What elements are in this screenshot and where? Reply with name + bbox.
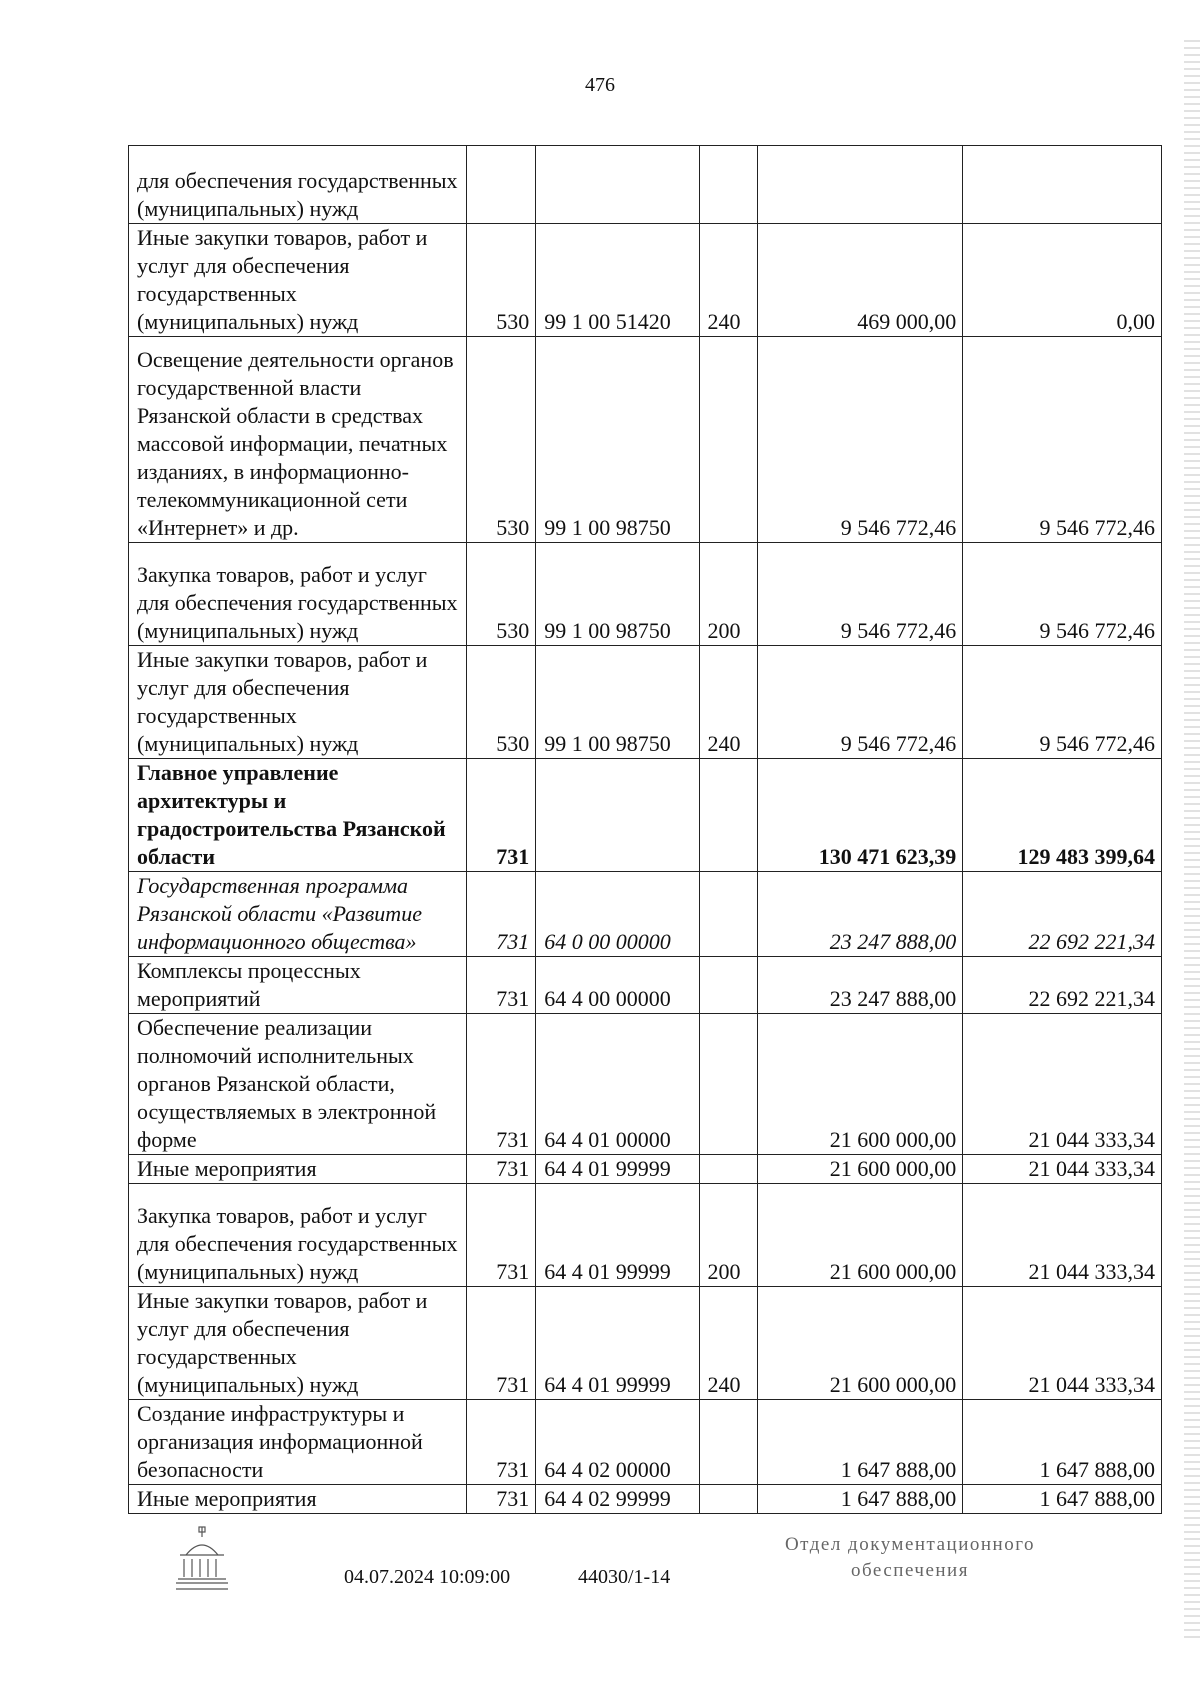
row-amount1-cell: 9 546 772,46 [758, 543, 963, 646]
row-code-cell: 99 1 00 98750 [536, 337, 699, 543]
row-type-cell [699, 1155, 757, 1184]
department-stamp [770, 1532, 1050, 1584]
row-amount2-cell: 9 546 772,46 [963, 646, 1162, 759]
row-dept-cell: 731 [466, 1400, 536, 1485]
table-row [129, 1287, 1162, 1400]
row-amount1-cell: 21 600 000,00 [758, 1014, 963, 1155]
row-dept-cell [466, 146, 536, 224]
row-amount2-cell [963, 146, 1162, 224]
row-code-cell: 64 0 00 00000 [536, 872, 699, 957]
row-name-cell: Освещение деятельности органов государственной власти Рязанской области в средствах массовой информации, печатных изданиях, в информационно-телекоммуникационной сети «Интернет» и др. [129, 337, 467, 543]
row-amount1-cell: 9 546 772,46 [758, 646, 963, 759]
row-type-cell [699, 1400, 757, 1485]
table-row [129, 759, 1162, 872]
row-amount2-cell: 1 647 888,00 [963, 1485, 1162, 1514]
footer-doc-number: 44030/1-14 [578, 1566, 671, 1588]
row-code-cell: 64 4 01 00000 [536, 1014, 699, 1155]
row-dept-cell: 731 [466, 1155, 536, 1184]
row-amount2-cell: 21 044 333,34 [963, 1014, 1162, 1155]
table-row [129, 337, 1162, 543]
table-row [129, 957, 1162, 1014]
row-amount1-cell: 23 247 888,00 [758, 872, 963, 957]
scan-edge-artifact [1184, 40, 1200, 1640]
row-type-cell [699, 1485, 757, 1514]
table-row [129, 1485, 1162, 1514]
table-row [129, 543, 1162, 646]
row-type-cell [699, 759, 757, 872]
row-type-cell [699, 872, 757, 957]
row-amount2-cell: 21 044 333,34 [963, 1155, 1162, 1184]
row-amount2-cell: 9 546 772,46 [963, 337, 1162, 543]
row-amount1-cell: 1 647 888,00 [758, 1485, 963, 1514]
row-type-cell [699, 1014, 757, 1155]
footer-datetime: 04.07.2024 10:09:00 [344, 1566, 511, 1588]
row-dept-cell: 731 [466, 1485, 536, 1514]
row-name-cell: для обеспечения государственных (муниципальных) нужд [129, 146, 467, 224]
row-name-cell: Иные закупки товаров, работ и услуг для обеспечения государственных (муниципальных) нужд [129, 1287, 467, 1400]
row-name-cell: Закупка товаров, работ и услуг для обеспечения государственных (муниципальных) нужд [129, 543, 467, 646]
row-amount1-cell: 21 600 000,00 [758, 1155, 963, 1184]
row-code-cell: 64 4 01 99999 [536, 1287, 699, 1400]
row-code-cell [536, 146, 699, 224]
row-amount2-cell: 21 044 333,34 [963, 1287, 1162, 1400]
table-row [129, 872, 1162, 957]
row-amount1-cell: 21 600 000,00 [758, 1287, 963, 1400]
row-amount1-cell: 1 647 888,00 [758, 1400, 963, 1485]
row-type-cell [699, 957, 757, 1014]
row-dept-cell: 731 [466, 759, 536, 872]
budget-table [128, 145, 1162, 1514]
row-name-cell: Иные закупки товаров, работ и услуг для обеспечения государственных (муниципальных) нужд [129, 224, 467, 337]
row-amount1-cell [758, 146, 963, 224]
table-row [129, 1184, 1162, 1287]
row-code-cell: 64 4 00 00000 [536, 957, 699, 1014]
row-amount2-cell: 22 692 221,34 [963, 872, 1162, 957]
department-stamp-line2: обеспечения [851, 1560, 969, 1581]
table-row [129, 146, 1162, 224]
row-dept-cell: 530 [466, 646, 536, 759]
table-row [129, 646, 1162, 759]
table-row [129, 1014, 1162, 1155]
row-name-cell: Иные мероприятия [129, 1485, 467, 1514]
row-amount2-cell: 129 483 399,64 [963, 759, 1162, 872]
row-amount1-cell: 9 546 772,46 [758, 337, 963, 543]
row-code-cell: 64 4 01 99999 [536, 1184, 699, 1287]
row-name-cell: Государственная программа Рязанской области «Развитие информационного общества» [129, 872, 467, 957]
row-amount2-cell: 1 647 888,00 [963, 1400, 1162, 1485]
department-stamp-line1: Отдел документационного [784, 1534, 1036, 1555]
row-dept-cell: 530 [466, 543, 536, 646]
row-dept-cell: 731 [466, 1287, 536, 1400]
row-code-cell: 99 1 00 98750 [536, 543, 699, 646]
row-amount1-cell: 23 247 888,00 [758, 957, 963, 1014]
page-number: 476 [585, 74, 615, 96]
row-dept-cell: 731 [466, 957, 536, 1014]
row-name-cell: Иные мероприятия [129, 1155, 467, 1184]
row-type-cell: 200 [699, 1184, 757, 1287]
budget-table-body [129, 146, 1162, 1514]
row-dept-cell: 530 [466, 337, 536, 543]
row-name-cell: Создание инфраструктуры и организация информационной безопасности [129, 1400, 467, 1485]
row-dept-cell: 731 [466, 1014, 536, 1155]
row-code-cell [536, 759, 699, 872]
row-code-cell: 99 1 00 51420 [536, 224, 699, 337]
row-type-cell: 240 [699, 1287, 757, 1400]
row-amount2-cell: 22 692 221,34 [963, 957, 1162, 1014]
row-amount2-cell: 0,00 [963, 224, 1162, 337]
row-amount2-cell: 9 546 772,46 [963, 543, 1162, 646]
table-row [129, 1400, 1162, 1485]
row-dept-cell: 731 [466, 1184, 536, 1287]
row-dept-cell: 530 [466, 224, 536, 337]
row-amount1-cell: 21 600 000,00 [758, 1184, 963, 1287]
row-name-cell: Закупка товаров, работ и услуг для обеспечения государственных (муниципальных) нужд [129, 1184, 467, 1287]
table-row [129, 224, 1162, 337]
row-type-cell: 240 [699, 646, 757, 759]
row-amount2-cell: 21 044 333,34 [963, 1184, 1162, 1287]
row-type-cell [699, 146, 757, 224]
row-type-cell [699, 337, 757, 543]
row-name-cell: Главное управление архитектуры и градостроительства Рязанской области [129, 759, 467, 872]
duma-building-emblem-icon [172, 1525, 232, 1595]
row-amount1-cell: 130 471 623,39 [758, 759, 963, 872]
row-amount1-cell: 469 000,00 [758, 224, 963, 337]
row-type-cell: 200 [699, 543, 757, 646]
row-code-cell: 99 1 00 98750 [536, 646, 699, 759]
row-code-cell: 64 4 01 99999 [536, 1155, 699, 1184]
row-name-cell: Комплексы процессных мероприятий [129, 957, 467, 1014]
row-code-cell: 64 4 02 00000 [536, 1400, 699, 1485]
row-name-cell: Обеспечение реализации полномочий исполнительных органов Рязанской области, осуществляемых в электронной форме [129, 1014, 467, 1155]
row-type-cell: 240 [699, 224, 757, 337]
table-row [129, 1155, 1162, 1184]
row-code-cell: 64 4 02 99999 [536, 1485, 699, 1514]
row-dept-cell: 731 [466, 872, 536, 957]
row-name-cell: Иные закупки товаров, работ и услуг для обеспечения государственных (муниципальных) нужд [129, 646, 467, 759]
